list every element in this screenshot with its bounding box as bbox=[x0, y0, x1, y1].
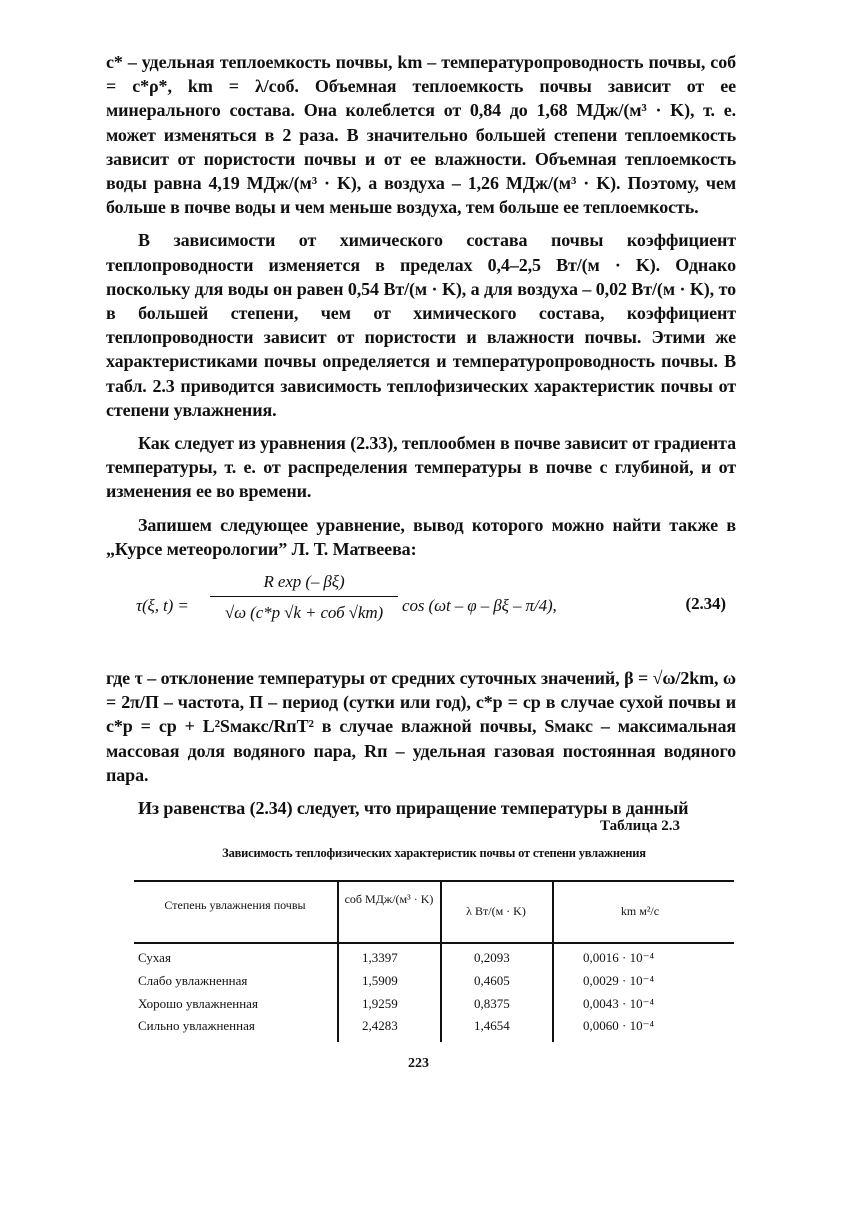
formula-right: cos (ωt – φ – βξ – π/4), bbox=[402, 596, 557, 616]
paragraph-5: где τ – отклонение температуры от средних суточных значений, β = √ω/2km, ω = 2π/П – частота, П – период (сутки или год), c*p = cp в случае сухой почвы и c*p = cp + L²Sмакс/RпT² в случае влажной почвы, Sмакс – максимальная массовая доля водяного пара, Rп – удельная газовая постоянная водяного пара. bbox=[106, 668, 736, 785]
table-cell-km: 0,0043 · 10⁻⁴ bbox=[583, 996, 654, 1011]
equation-2-34 bbox=[106, 570, 736, 658]
table-cell-km: 0,0060 · 10⁻⁴ bbox=[583, 1018, 654, 1033]
table-cell-km: 0,0016 · 10⁻⁴ bbox=[583, 950, 654, 965]
formula-denominator: √ω (c*p √k + cоб √km) bbox=[224, 603, 384, 623]
table-column-divider bbox=[552, 882, 554, 1042]
table-cell-cob: 2,4283 bbox=[362, 1018, 398, 1033]
table-cell-label: Сильно увлажненная bbox=[138, 1018, 255, 1033]
paragraph-6: Из равенства (2.34) следует, что приращение температуры в данный bbox=[138, 798, 689, 819]
page-number: 223 bbox=[408, 1056, 429, 1071]
formula-left: τ(ξ, t) = bbox=[136, 596, 189, 616]
table-cell-cob: 1,5909 bbox=[362, 973, 398, 988]
table-cell-label: Хорошо увлажненная bbox=[138, 996, 258, 1011]
table-column-divider bbox=[440, 882, 442, 1042]
table-cell-label: Слабо увлажненная bbox=[138, 973, 248, 988]
table-number: Таблица 2.3 bbox=[600, 818, 680, 834]
table-cell-km: 0,0029 · 10⁻⁴ bbox=[583, 973, 654, 988]
table-header-diffusivity: km м²/с bbox=[620, 904, 660, 918]
formula-fraction bbox=[210, 570, 398, 625]
paragraph-4: Запишем следующее уравнение, вывод которого можно найти также в „Курсе метеорологии” Л. Т. Матвеева: bbox=[106, 514, 736, 559]
table-cell-cob: 1,9259 bbox=[362, 996, 398, 1011]
table-header-conductivity: λ Вт/(м · K) bbox=[466, 904, 526, 918]
table-cell-lambda: 1,4654 bbox=[474, 1018, 510, 1033]
body-text bbox=[106, 50, 736, 829]
table-cell-lambda: 0,4605 bbox=[474, 973, 510, 988]
table-top-rule bbox=[134, 880, 734, 882]
table-cell-lambda: 0,2093 bbox=[474, 950, 510, 965]
table-cell-label: Сухая bbox=[138, 950, 171, 965]
formula-numerator: R exp (– βξ) bbox=[210, 570, 398, 597]
paragraph-1: c* – удельная теплоемкость почвы, km – температуропроводность почвы, cоб = c*ρ*, km = λ/cоб. Объемная теплоемкость почвы зависит от ее минерального состава. Она колеблется от 0,84 до 1,68 МДж/(м³ · K), т. е. может изменяться в 2 раза. В значительно большей степени теплоемкость зависит от пористости почвы и от ее влажности. Объемная теплоемкость воды равна 4,19 МДж/(м³ · K), а воздуха – 1,26 МДж/(м³ · K). Поэтому, чем больше в почве воды и чем меньше воздуха, тем больше ее теплоемкость. bbox=[106, 52, 736, 218]
table-header-moisture: Степень увлажнения почвы bbox=[164, 898, 306, 912]
equation-number: (2.34) bbox=[685, 594, 726, 614]
table-cell-cob: 1,3397 bbox=[362, 950, 398, 965]
table-column-divider bbox=[337, 882, 339, 1042]
table-cell-lambda: 0,8375 bbox=[474, 996, 510, 1011]
table-header-heat-capacity: cоб МДж/(м³ · K) bbox=[344, 892, 434, 906]
table-title: Зависимость теплофизических характеристик почвы от степени увлажнения bbox=[222, 846, 646, 860]
paragraph-2: В зависимости от химического состава почвы коэффициент теплопроводности изменяется в пределах 0,4–2,5 Вт/(м · K). Однако поскольку для воды он равен 0,54 Вт/(м · K), а для воздуха – 0,02 Вт/(м · K), то в большей степени, чем от химического состава, коэффициент теплопроводности зависит от пористости и влажности почвы. Этими же характеристиками почвы определяется и температуропроводность почвы. В табл. 2.3 приводится зависимость теплофизических характеристик почвы от степени увлажнения. bbox=[106, 230, 736, 420]
table-header-rule bbox=[134, 942, 734, 944]
paragraph-3: Как следует из уравнения (2.33), теплообмен в почве зависит от градиента температуры, т. е. от распределения температуры в почве с глубиной, и от изменения ее во времени. bbox=[106, 433, 736, 502]
